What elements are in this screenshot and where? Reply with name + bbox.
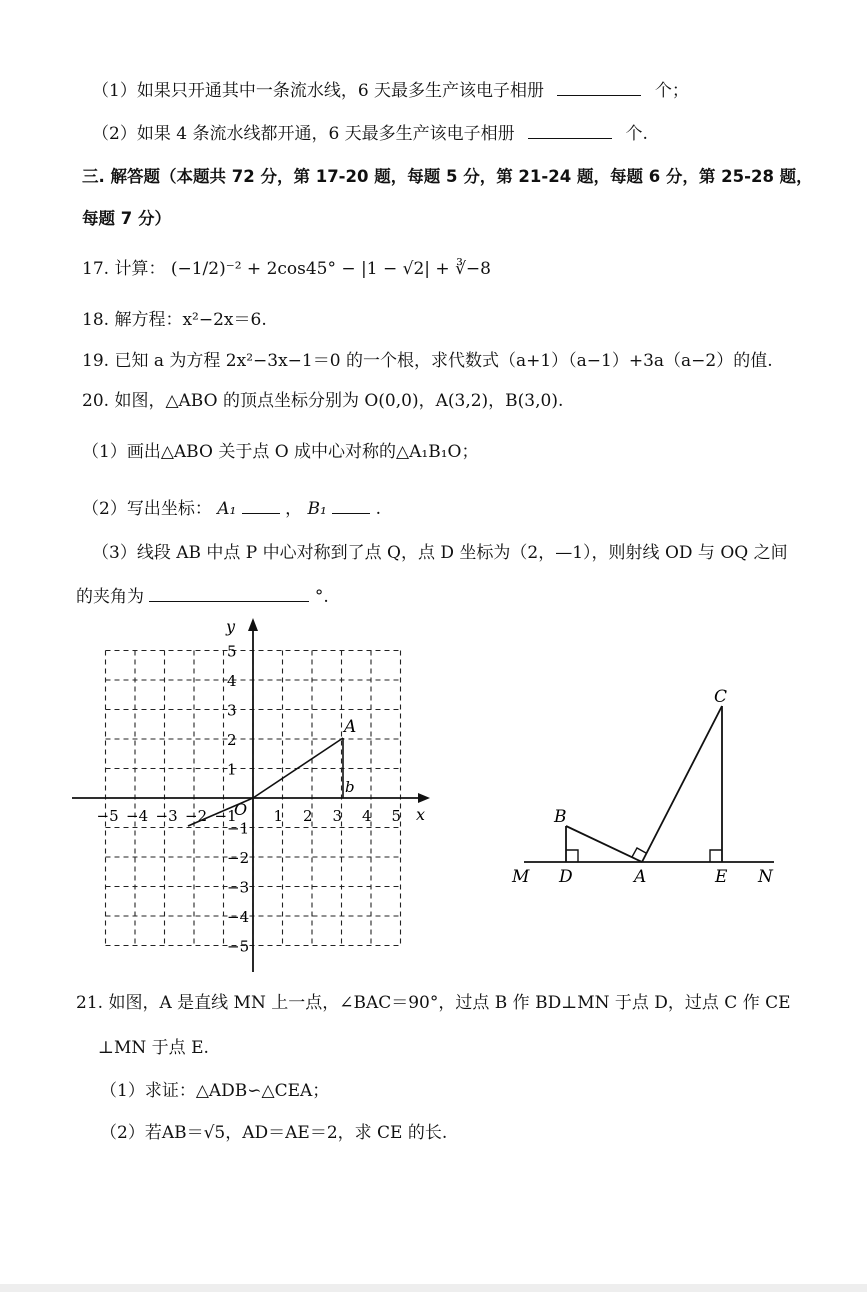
right-angle-mark-e — [710, 850, 722, 862]
x-tick-label: 4 — [362, 807, 372, 825]
y-tick-label: −1 — [227, 819, 250, 838]
q16-part2-text: （2）如果 4 条流水线都开通，6 天最多生产该电子相册 — [92, 124, 515, 144]
x-tick-label: 2 — [303, 807, 313, 825]
y-axis-arrow-icon — [248, 618, 258, 631]
q16-part1 — [92, 76, 689, 101]
x-tick-label: −3 — [155, 807, 178, 825]
segment-oa — [253, 738, 343, 798]
segment-ac — [642, 706, 722, 862]
q20-part3-line1: （3）线段 AB 中点 P 中心对称到了点 Q，点 D 坐标为（2，—1），则射线 OD 与 OQ 之间 — [92, 543, 788, 563]
q20-part2-end: . — [375, 499, 382, 519]
q20-stem: 如图，△ABO 的顶点坐标分别为 O(0,0)，A(3,2)，B(3,0). — [114, 391, 564, 411]
x-tick-label: 3 — [332, 807, 343, 825]
question-18 — [82, 305, 267, 330]
label-c: C — [714, 687, 728, 707]
q17-expression: (−1/2)⁻² + 2cos45° − |1 − √2| + ∛−8 — [170, 259, 491, 279]
label-a: A — [634, 867, 647, 887]
q21-stem-line2: ⊥MN 于点 E. — [98, 1038, 209, 1058]
answer-blank — [557, 81, 641, 96]
answer-blank — [242, 499, 280, 514]
y-tick-label: −2 — [227, 849, 250, 867]
section3-heading-line1: 三. 解答题（本题共 72 分，第 17-20 题，每题 5 分，第 21-24 题，每题 6 分，第 25-28 题， — [82, 167, 813, 186]
q20-part1: （1）画出△ABO 关于点 O 成中心对称的△A₁B₁O； — [82, 442, 479, 462]
x-tick-label: 5 — [391, 807, 402, 825]
q20-part3-line2 — [76, 582, 329, 607]
point-a-label: A — [344, 717, 357, 737]
y-tick-label: 2 — [227, 731, 237, 749]
label-e: E — [715, 867, 728, 887]
x-axis-arrow-icon — [418, 793, 430, 803]
q18-number: 18. — [82, 310, 110, 330]
y-tick-label: −3 — [227, 878, 250, 897]
question-17 — [82, 254, 491, 279]
q20-part2-prefix: （2）写出坐标： — [82, 499, 212, 519]
q17-number: 17. — [82, 259, 110, 279]
q21-part1: （1）求证：△ADB∽△CEA； — [100, 1081, 330, 1101]
page-footer-strip — [0, 1284, 867, 1292]
q20-part3-suffix: °. — [314, 587, 329, 607]
question-20 — [82, 386, 563, 411]
y-tick-label: 3 — [227, 701, 237, 720]
label-m: M — [512, 867, 530, 887]
q16-part1-tail: 个； — [654, 81, 689, 101]
q20-part3-prefix: 的夹角为 — [76, 587, 144, 607]
y-axis-label: y — [226, 617, 236, 636]
y-tick-labels — [227, 643, 249, 956]
x-tick-label: 1 — [273, 807, 284, 825]
question-19 — [82, 346, 773, 371]
q21-stem-line1: 如图，A 是直线 MN 上一点，∠BAC＝90°，过点 B 作 BD⊥MN 于点 D，过点 C 作 CE — [108, 993, 791, 1013]
point-b-label: b — [345, 778, 355, 796]
label-n: N — [758, 867, 773, 887]
answer-blank — [528, 124, 612, 139]
q21-number: 21. — [76, 993, 104, 1013]
origin-label: O — [234, 800, 248, 819]
q16-part2-tail: 个. — [625, 124, 648, 144]
q19-number: 19. — [82, 351, 110, 371]
q19-text: 已知 a 为方程 2x²−3x−1＝0 的一个根，求代数式（a+1）（a−1）+3a（a−2）的值. — [114, 351, 773, 371]
q16-part2 — [92, 119, 648, 144]
y-tick-label: 4 — [227, 672, 237, 690]
answer-blank — [149, 587, 309, 602]
x-tick-label: −4 — [126, 807, 149, 825]
x-tick-label: −2 — [185, 807, 208, 825]
y-tick-label: −5 — [227, 937, 250, 956]
x-axis-label: x — [416, 805, 426, 824]
q21-part2: （2）若AB＝√5，AD＝AE＝2，求 CE 的长. — [100, 1123, 448, 1143]
q20-part2 — [82, 494, 381, 519]
q20-part2-a1: A₁ — [217, 499, 237, 519]
q18-text: 解方程：x²−2x＝6. — [114, 310, 267, 330]
q20-part2-comma: ， — [285, 499, 303, 519]
y-tick-label: 5 — [227, 642, 237, 661]
q16-part1-text: （1）如果只开通其中一条流水线，6 天最多生产该电子相册 — [92, 81, 545, 101]
right-angle-mark-d — [566, 850, 578, 862]
label-b: B — [554, 807, 567, 827]
question-21 — [76, 988, 791, 1013]
right-angle-figure — [500, 680, 790, 895]
q17-prefix: 计算： — [114, 259, 166, 279]
label-d: D — [559, 867, 573, 887]
coordinate-grid-figure — [70, 612, 440, 977]
x-tick-label: −1 — [214, 807, 237, 825]
x-tick-label: −5 — [96, 807, 119, 825]
q20-part2-b1: B₁ — [307, 499, 327, 519]
y-tick-label: 1 — [227, 760, 237, 779]
q20-number: 20. — [82, 391, 110, 411]
right-angle-mark-a — [632, 848, 646, 857]
section3-heading-line2: 每题 7 分） — [82, 209, 171, 228]
answer-blank — [332, 499, 370, 514]
y-tick-label: −4 — [227, 908, 250, 926]
